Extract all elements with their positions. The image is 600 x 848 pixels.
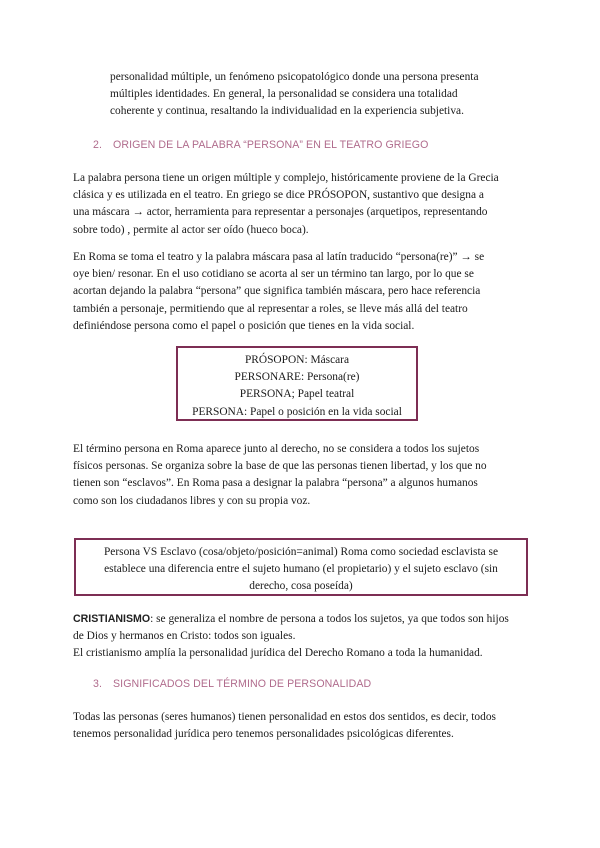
text-line: personalidad múltiple, un fenómeno psicopatológico donde una persona presenta [110,71,479,83]
box-line: PERSONA; Papel teatral [239,388,355,401]
cristianismo-text: : se generaliza el nombre de persona a todos los sujetos, ya que todos son hijos [150,613,509,625]
intro-paragraph [110,69,520,121]
text-line: tenemos personalidad jurídica pero tenemos personalidades psicológicas diferentes. [73,728,454,741]
text-line: acortan dejando la palabra “persona” que significa también máscara, pero hace referencia [73,285,481,298]
text-line: físicos personas. Se organiza sobre la base de que las personas tienen libertad, y los que no [73,460,487,473]
text-line: coherente y continua, resaltando la individualidad en la experiencia subjetiva. [110,105,464,118]
text-line: también a personaje, permitiendo que al representar a roles, se lleve más allá del teatro [73,302,468,315]
section-3-heading [93,676,371,693]
paragraph-origin [73,170,528,239]
section-number: 2. [93,139,103,151]
section-title: SIGNIFICADOS DEL TÉRMINO DE PERSONALIDAD [113,678,372,690]
section-title: ORIGEN DE LA PALABRA “PERSONA” EN EL TEATRO GRIEGO [113,139,429,151]
terms-box [176,346,418,421]
text-line: La palabra persona tiene un origen múltiple y complejo, históricamente proviene de la Grecia [73,172,499,184]
text-line: El cristianismo amplía la personalidad jurídica del Derecho Romano a toda la humanidad. [73,647,483,660]
box-line: Persona VS Esclavo (cosa/objeto/posición=animal) Roma como sociedad esclavista se [103,546,499,558]
text-line: sobre todo) , permite al actor ser oído (hueco boca). [73,223,309,236]
box-line: establece una diferencia entre el sujeto humano (el propietario) y el sujeto esclavo (sin [104,563,498,576]
paragraph-significados [73,709,528,743]
text-line: Todas las personas (seres humanos) tienen personalidad en estos dos sentidos, es decir, todos [73,711,496,723]
paragraph-roma [73,249,528,335]
text-line: oye bien/ resonar. En el uso cotidiano se acorta al ser un término tan largo, por lo que se [73,268,474,281]
text-line: En Roma se toma el teatro y la palabra máscara pasa al latín traducido “persona(re)” → se [73,251,485,263]
text-line: clásica y es utilizada en el teatro. En griego se dice PRÓSOPON, sustantivo que designa a [73,189,484,202]
text-line: de Dios y hermanos en Cristo: todos son iguales. [73,630,296,643]
section-number: 3. [93,678,103,690]
cristianismo-term: CRISTIANISMO [73,613,151,625]
text-line [73,611,528,628]
text-line: tienen son “esclavos”. En Roma pasa a designar la palabra “persona” a algunos humanos [73,477,478,490]
text-line: El término persona en Roma aparece junto al derecho, no se considera a todos los sujetos [73,443,480,455]
text-line: una máscara → actor, herramienta para representar a personajes (arquetipos, representando [73,206,488,219]
box-line: PRÓSOPON: Máscara [244,354,350,366]
box-line: derecho, cosa poseída) [249,580,353,593]
text-line: como son los ciudadanos libres y con su propia voz. [73,494,311,507]
box-line: PERSONA: Papel o posición en la vida social [192,405,402,418]
persona-vs-esclavo-box [74,538,528,596]
paragraph-cristianismo [73,611,528,663]
text-line: múltiples identidades. En general, la personalidad se considera una totalidad [110,88,458,101]
section-2-heading [93,137,428,154]
text-line: definiéndose persona como el papel o posición que tienes en la vida social. [73,319,415,332]
box-line: PERSONARE: Persona(re) [234,371,360,384]
paragraph-derecho [73,441,528,510]
